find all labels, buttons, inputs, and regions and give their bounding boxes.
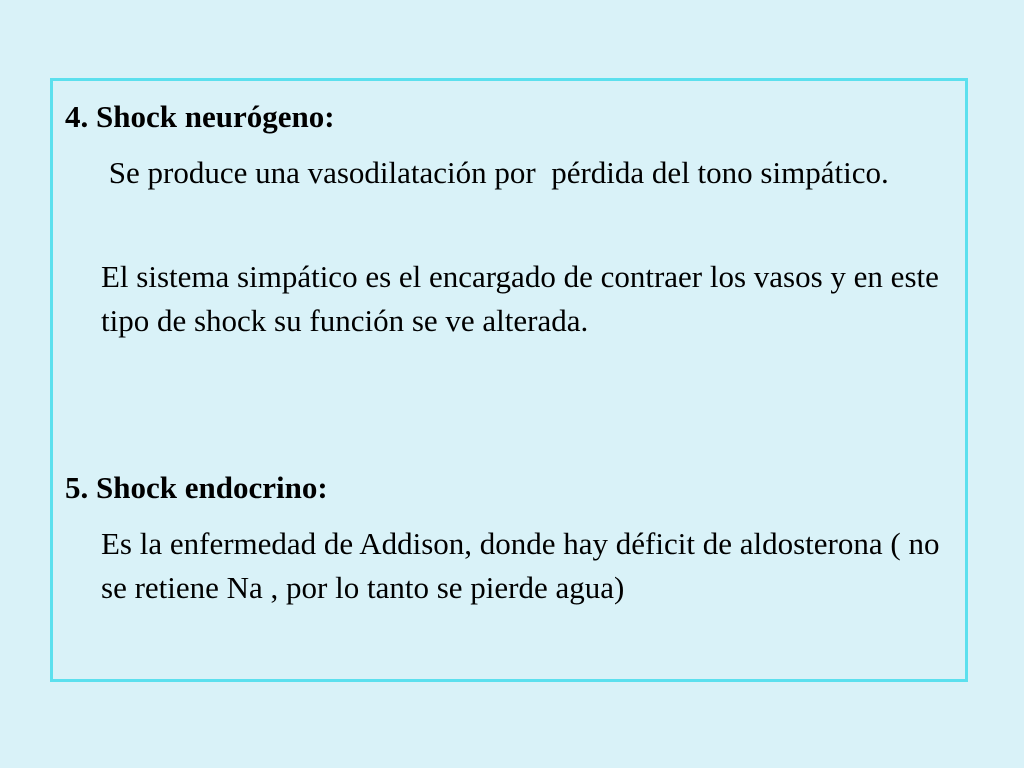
paragraph-sistema-simpatico: El sistema simpático es el encargado de contraer los vasos y en este tipo de shock su función se ve alterada. <box>101 259 939 338</box>
content-text-box <box>50 78 968 682</box>
section-heading-shock-endocrino: 5. Shock endocrino: <box>65 470 328 505</box>
paragraph-enfermedad-addison: Es la enfermedad de Addison, donde hay déficit de aldosterona ( no se retiene Na , por lo tanto se pierde agua) <box>101 526 940 605</box>
paragraph-vasodilatacion: Se produce una vasodilatación por pérdida del tono simpático. <box>101 155 889 190</box>
section-heading-shock-neurogeno: 4. Shock neurógeno: <box>65 99 335 134</box>
